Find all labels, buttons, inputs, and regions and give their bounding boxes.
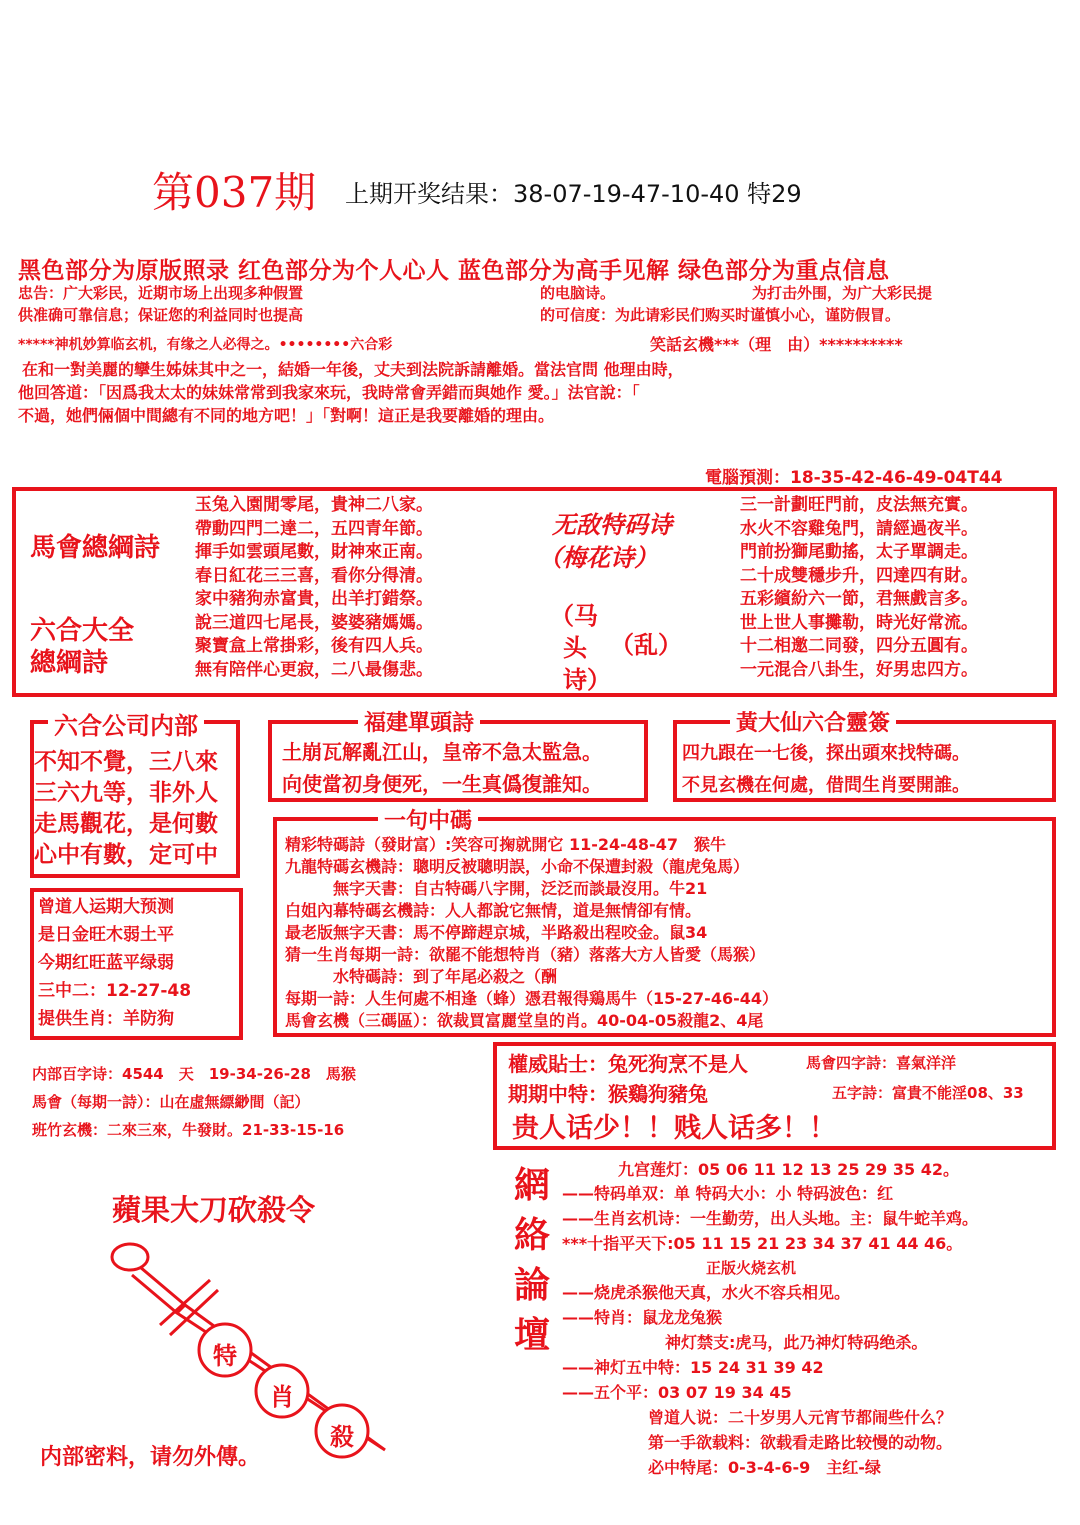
seal-char-2: 肖 xyxy=(270,1382,294,1411)
authority-line2-right: 五字詩：富貴不能淫08、33 xyxy=(832,1084,1024,1102)
joke-title-right: 笑話玄機***（理 由）********** xyxy=(650,335,903,354)
fujian-title: 福建單頭詩 xyxy=(358,706,480,737)
forum-line: 必中特尾：0-3-4-6-9 主红-绿 xyxy=(648,1458,881,1477)
notice-line2-left: 供准确可靠信息；保证您的利益同时也提高 xyxy=(18,306,304,324)
mid-poem-title-2: （梅花诗） xyxy=(538,543,658,572)
yiju-line: 每期一詩：人生何處不相逢（蜂）憑君報得鶏馬牛（15-27-46-44） xyxy=(285,989,778,1008)
poem-right-line: 二十成雙穩步升，四達四有財。 xyxy=(740,565,978,586)
inner-line: 馬會（每期一詩）：山在虛無縹緲間（記） xyxy=(32,1093,310,1111)
poem-left-lines xyxy=(195,494,433,682)
forum-line: ——特肖：鼠龙龙兔猴 xyxy=(562,1308,723,1327)
poem-title-2b: 總綱詩 xyxy=(30,648,109,678)
wong-title: 黃大仙六合靈簽 xyxy=(730,706,896,737)
poem-left-line: 帶動四門二達二，五四青年節。 xyxy=(195,518,433,539)
company-line: 三六九等，非外人 xyxy=(34,779,218,806)
poem-right-line: 門前扮獅尾動搖，太子單調走。 xyxy=(740,542,978,562)
poem-right-line: 世上世人事攤勒，時光好常流。 xyxy=(740,612,978,633)
yiju-line: 馬會玄機（三碼區）：欲裁買富麗堂皇的肖。40-04-05殺龍2、4尾 xyxy=(285,1011,764,1030)
forum-line: 九宫莲灯：05 06 11 12 13 25 29 35 42。 xyxy=(618,1160,959,1179)
fujian-line: 向使當初身便死，一生真僞復誰知。 xyxy=(282,772,602,796)
forum-line: ——神灯五中特：15 24 31 39 42 xyxy=(562,1358,824,1377)
yiju-line: 猜一生肖每期一詩：欲罷不能想特肖（豬）落落大方人皆愛（馬猴） xyxy=(285,945,766,964)
mid-note-2: 头 xyxy=(563,633,587,662)
poem-left-line: 揮手如雲頭尾數，財神來正南。 xyxy=(195,542,433,562)
fujian-line: 土崩瓦解亂江山，皇帝不急太監急。 xyxy=(282,740,602,764)
forum-line: 正版火烧玄机 xyxy=(706,1259,797,1277)
notice-line1-left: 忠告：广大彩民，近期市场上出现多种假置 xyxy=(18,284,304,302)
mid-poem-title-1: 无敌特码诗 xyxy=(552,510,672,539)
fujian-lines xyxy=(282,736,602,800)
seal-char-3: 殺 xyxy=(330,1422,354,1451)
daoren-lines xyxy=(38,893,191,1033)
forum-vertical-title xyxy=(514,1160,556,1360)
forum-line: 曾道人说：二十岁男人元宵节都闹些什么？ xyxy=(648,1408,953,1427)
yiju-line: 最老版無字天書：馬不停蹄趕京城，半路殺出程咬金。鼠34 xyxy=(285,923,708,942)
daoren-title: 曾道人运期大预测 xyxy=(38,897,174,917)
mid-note-1: （马 xyxy=(550,601,598,630)
daoren-line: 三中二：12-27-48 xyxy=(38,981,192,1001)
poem-right-line: 五彩繽紛六一節，君無戲言多。 xyxy=(740,589,978,609)
forum-line: ——生肖玄机诗：一生勤劳，出人头地。主：鼠牛蛇羊鸡。 xyxy=(562,1209,979,1228)
forum-line: 第一手欲载料：欲载看走路比较慢的动物。 xyxy=(648,1433,953,1452)
forum-line: 神灯禁支:虎马，此乃神灯特码绝杀。 xyxy=(665,1333,928,1352)
authority-line1-left: 權威貼士：兔死狗烹不是人 xyxy=(508,1052,748,1076)
seal-char-1: 特 xyxy=(213,1341,237,1370)
daoren-line: 是日金旺木弱土平 xyxy=(38,925,174,945)
poem-left-line: 無有陪伴心更寂，二八最傷悲。 xyxy=(195,659,433,680)
forum-line: ——五个平：03 07 19 34 45 xyxy=(562,1383,792,1402)
yiju-line: 九龍特碼玄機詩：聰明反被聰明誤，小命不保遭封殺（龍虎兔馬） xyxy=(285,857,750,876)
joke-title-left: *****神机妙算临玄机，有缘之人必得之。••••••••六合彩 xyxy=(18,337,393,353)
joke-body-1: 在和一對美麗的攣生姊妹其中之一，結婚一年後，丈夫到法院訴請離婚。當法官問 他理由時， xyxy=(22,360,684,379)
knife-illustration xyxy=(100,1235,400,1465)
daoren-line: 提供生肖：羊防狗 xyxy=(38,1009,174,1029)
poem-right-line: 三一計劃旺門前，皮法無充實。 xyxy=(740,495,978,515)
apple-caption: 内部密料，请勿外傳。 xyxy=(40,1444,261,1470)
forum-vchar: 壇 xyxy=(514,1314,551,1356)
company-title: 六合公司内部 xyxy=(48,706,204,741)
poem-right-lines xyxy=(740,494,978,682)
poem-left-line: 春日紅花三三喜，看你分得清。 xyxy=(195,565,433,586)
poem-left-line: 聚寶盒上常掛彩，後有四人兵。 xyxy=(195,636,433,656)
forum-vchar: 網 xyxy=(514,1164,551,1206)
notice-line1-right: 为打击外围，为广大彩民提 xyxy=(752,284,933,302)
joke-body-3: 不過，她們倆個中間總有不同的地方吧！」「對啊！這正是我要離婚的理由。 xyxy=(18,406,555,425)
joke-body-2: 他回答道：「因爲我太太的妹妹常常到我家來玩，我時常會弄錯而與她作 愛。」法官說：「 xyxy=(18,383,640,402)
forum-vchar: 絡 xyxy=(514,1214,551,1256)
mid-note-3: （乱） xyxy=(610,630,682,659)
poem-right-line: 十二相邀二同發，四分五圓有。 xyxy=(740,636,978,656)
poem-left-line: 玉兔入園閒零尾，貴神二八家。 xyxy=(195,495,433,515)
legend-text: 黑色部分为原版照录 红色部分为个人心人 蓝色部分为高手见解 绿色部分为重点信息 xyxy=(18,258,890,284)
wong-lines xyxy=(682,738,970,802)
yiju-line: 精彩特碼詩（發財富）:笑容可掬就開它 11-24-48-47 猴牛 xyxy=(285,835,726,854)
mid-note-4: 诗） xyxy=(563,665,611,694)
knife-ring xyxy=(112,1244,148,1270)
forum-vchar: 論 xyxy=(514,1264,551,1306)
yiju-line: 無字天書：自古特碼八字開，泛泛而談最沒用。牛21 xyxy=(285,879,708,898)
forum-line: ***十指平天下:05 11 15 21 23 34 37 41 44 46。 xyxy=(562,1234,963,1253)
poem-left-line: 說三道四七尾長，婆婆豬媽媽。 xyxy=(195,612,433,633)
inner-line: 内部百字诗：4544 天 19-34-26-28 馬猴 xyxy=(32,1065,356,1083)
inner-line: 班竹玄機：二來三來，牛發財。21-33-15-16 xyxy=(32,1121,345,1139)
notice-line2-right: 的可信度：为此请彩民们购买时谨慎小心，谨防假冒。 xyxy=(540,306,901,324)
company-line: 走馬觀花，是何數 xyxy=(34,810,218,837)
wong-line: 四九跟在一七後，探出頭來找特碼。 xyxy=(682,743,970,764)
authority-line2-left: 期期中特：猴鷄狗豬兔 xyxy=(508,1082,708,1106)
yiju-line: 白姐內幕特碼玄機詩：人人都說它無情，道是無情卻有情。 xyxy=(285,901,702,920)
yiju-title: 一句中碼 xyxy=(378,804,478,835)
issue-title: 第037期 xyxy=(152,168,317,217)
poem-right-line: 水火不容雞兔門，請經過夜半。 xyxy=(740,518,978,539)
poem-right-line: 一元混合八卦生，好男忠四方。 xyxy=(740,659,978,680)
notice-line1-mid: 的电脑诗。 xyxy=(540,284,616,302)
authority-slogan: 贵人话少！！贱人话多！！ xyxy=(512,1113,836,1144)
wong-line: 不見玄機在何處，借問生肖要開誰。 xyxy=(682,775,970,796)
forum-line: ——烧虎杀猴他天真，水火不容兵相见。 xyxy=(562,1283,851,1302)
knife-handle xyxy=(132,1267,185,1313)
authority-line1-right: 馬會四字詩：喜氣洋洋 xyxy=(806,1054,957,1072)
apple-title: 蘋果大刀砍殺令 xyxy=(112,1193,316,1227)
company-lines xyxy=(34,746,218,870)
forum-line: ——特码单双：单 特码大小：小 特码波色：红 xyxy=(562,1184,894,1203)
last-result: 上期开奖结果：38-07-19-47-10-40 特29 xyxy=(345,180,802,208)
poem-title-2a: 六合大全 xyxy=(30,616,135,646)
yiju-lines xyxy=(285,834,778,1032)
company-line: 心中有數，定可中 xyxy=(34,841,218,868)
computer-forecast: 電腦預測：18-35-42-46-49-04T44 xyxy=(705,468,1003,488)
poem-left-line: 家中豬狗赤富貴，出羊打錯祭。 xyxy=(195,589,433,609)
poem-title-1: 馬會總綱詩 xyxy=(30,533,161,563)
daoren-line: 今期红旺蓝平绿弱 xyxy=(38,953,174,973)
inner-lines xyxy=(32,1060,356,1144)
yiju-line: 水特碼詩：到了年尾必殺之（酬 xyxy=(285,967,558,986)
company-line: 不知不覺，三八來 xyxy=(34,748,218,775)
